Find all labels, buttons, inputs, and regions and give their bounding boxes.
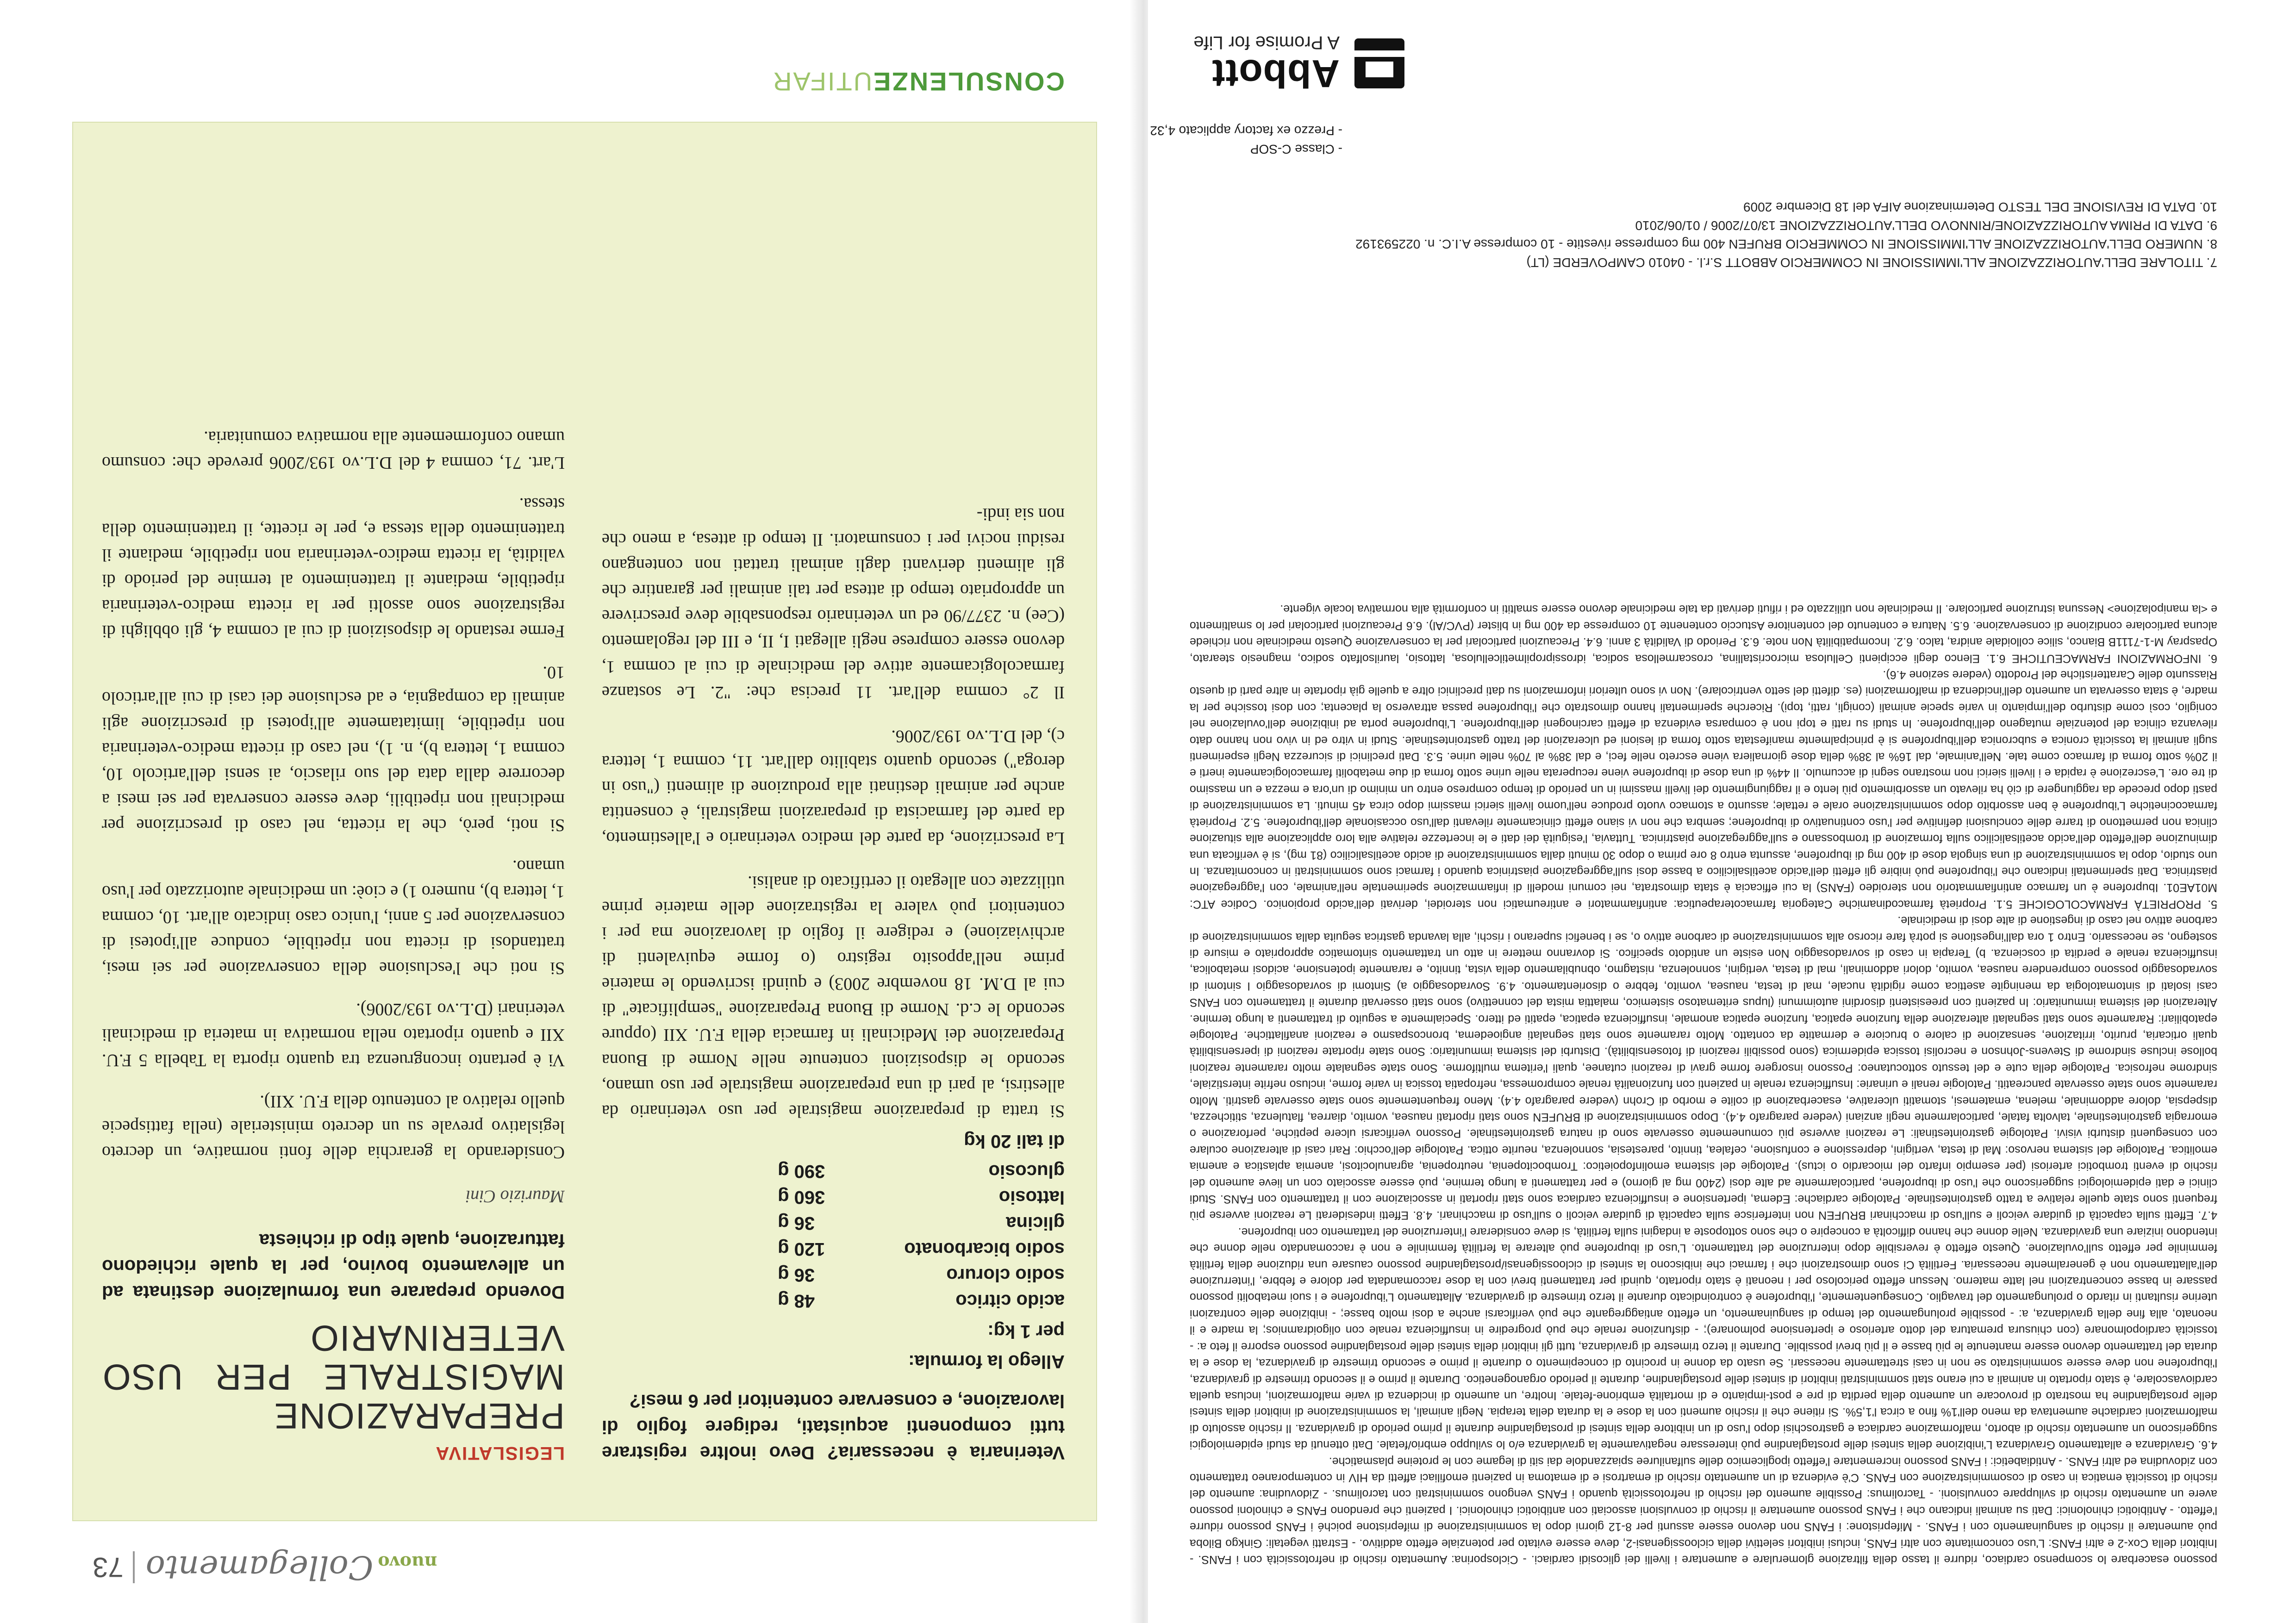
ingredient-row: sodio bicarbonato 120 g bbox=[778, 1239, 1065, 1259]
legislation-label: LEGISLATIVA bbox=[435, 1443, 565, 1463]
legislation-paragraph: Si noti, però, che la ricetta, nel caso di prescrizione per medicinali non ripetibili, deve essere conservata per sei mesi a decorrere dalla data del suo rilascio, ai sensi dell'articolo 10, comma 1, lettera b), n. 1), nel caso di ricetta medico-veterinaria non ripetibile, limitatamente all'ipotesi di prescrizione agli animali da compagnia, e ad esclusione dei casi di cui all'articolo 10. bbox=[102, 663, 565, 835]
legislation-paragraph: Si noti che l'esclusione della conservazione per sei mesi, trattandosi di ricetta non ripetibile, conduce all'ipotesi di conservazione per 5 anni, l'unico caso indicato all'art. 10, comma 1, lettera b), numero 1) e cioè: un medicinale autorizzato per l'uso umano. bbox=[102, 857, 565, 978]
authorization-line: 7. TITOLARE DELL'AUTORIZZAZIONE ALL'IMMISSIONE IN COMMERCIO ABBOTT S.r.l. - 04010 CAMPOVERDE (LT) bbox=[1526, 255, 2217, 270]
product-info-paragraph: 6. INFORMAZIONI FARMACEUTICHE 6.1. Elenco degli eccipienti Cellulosa microcristallina, croscarmellosa sodica, idrossipropilmetilcellulosa, lattosio, laurilsolfato sodico, magnesio stearato, Opaspray M-1-7111B Bianco, silice colloidale anidra, talco. 6.2. Incompatibilità Non note. 6.3. Periodo di Validità 3 anni. 6.4. Precauzioni particolari per la conservazione Questo medicinale non richiede alcuna particolare condizione di conservazione. 6.5. Natura e contenuto del contenitore Astuccio contenente 10 compresse da 400 mg in blister (PVC/Al). 6.6 Precauzioni particolari per lo smaltimento e <la manipolazione> Nessuna istruzione particolare. Il medicinale non utilizzato ed i rifiuti derivati da tale medicinale devono essere smaltiti in conformità alla normativa locale vigente. bbox=[1190, 603, 2217, 665]
recipe-intro: per 1 kg: bbox=[987, 1321, 1065, 1342]
abbott-name: Abbott bbox=[1211, 52, 1340, 96]
section-title-accent: UTIFAR bbox=[772, 67, 873, 97]
price-class-info bbox=[1148, 121, 1342, 158]
ingredient-list bbox=[602, 1158, 1065, 1314]
qa-question: Veterinaria è necessaria? Devo inoltre registrare tutti componenti acquistati, redigere foglio di lavorazione, e conservare contenitori per 6 mesi? bbox=[602, 1391, 1065, 1463]
ingredient-row: acido citrico 48 g bbox=[778, 1291, 1065, 1311]
magazine-page-left bbox=[14, 0, 1134, 1623]
magazine-footer bbox=[93, 1540, 1065, 1595]
ingredient-row: lattosio 360 g bbox=[778, 1187, 1065, 1207]
product-info-paragraph: 4.6. Gravidanza e allattamento Gravidanza L'inibizione della sintesi delle prostaglandine può interessare negativamente la gravidanza e/o lo sviluppo embrio/fetale. Dati ottenuti da studi epidemiologici suggeriscono un aumentato rischio di aborto, malformazione cardiaca e gastroschisi dopo l'uso di un inibitore della sintesi di prostaglandine durante il primo periodo di gravidanza. Il rischio assoluto di malformazioni cardiache aumentava da meno dell'1% fino a circa l'1,5%. Si ritiene che il rischio aumenti con la dose e la durata della terapia. Negli animali, la somministrazione di inibitori della sintesi delle prostaglandine ha mostrato di provocare un aumento della perdita di pre e post-impianto e di mortalità embrione-fetale. Inoltre, un aumento di incidenza di varie malformazioni, inclusa quella cardiovascolare, è stato riportato in animali a cui erano stati somministrati inibitori di sintesi delle prostaglandine, durante il periodo organogenetico. Durante il primo e il secondo trimestre di gravidanza, l'ibuprofene non deve essere somministrato se non in casi strettamente necessari. Se usato da donne in procinto di concepimento o durante il primo e secondo trimestre di gravidanza, la dose e la durata del trattamento devono essere mantenute le più basse e il più brevi possibile. Durante il terzo trimestre di gravidanza, tutti gli inibitori della sintesi delle prostaglandine possono esporre il feto a: - tossicità cardiopolmonare (con chiusura prematura del dotto arterioso e ipertensione polmonare); - disfunzione renale che può progredire in insufficienza renale con oligoidramnios; la madre e il neonato, alla fine della gravidanza, a: - possibile prolungamento del tempo di sanguinamento, un effetto antiaggregante che può verificarsi anche a dosi molto basse; - inibizione delle contrazioni uterine risultanti in ritardo o prolungamento del travaglio. Conseguentemente, l'ibuprofene è controindicato durante il terzo trimestre di gravidanza. Allattamento L'ibuprofene e i suoi metaboliti possono passare in basse concentrazioni nel latte materno. Nessun effetto pericoloso per i neonati è stato riportato, quindi per trattamenti brevi con la dose raccomandata per dolore e febbre, l'interruzione dell'allattamento non è generalmente necessaria. Fertilità Ci sono dimostrazioni che i farmaci che inibiscono la sintesi di cicloossigenasi/prostaglandine possono causare una riduzione della fertilità femminile per effetto sull'ovulazione. Questo effetto è reversibile dopo interruzione del trattamento. L'uso di ibuprofene può alterare la fertilità femminile e non è raccomandato nelle donne che intendono iniziare una gravidanza. Nelle donne che hanno difficoltà a concepire o che sono sottoposte a indagini sulla fertilità, si deve considerare l'interruzione del trattamento con ibuprofene. bbox=[1190, 1225, 2217, 1452]
drug-class: - Classe C-SOP bbox=[1250, 142, 1342, 156]
ingredient-row: glicina 36 g bbox=[778, 1213, 1065, 1233]
ingredient-row: sodio cloruro 36 g bbox=[778, 1265, 1065, 1285]
legislation-deck: Dovendo preparare una formulazione destinata ad un allevamento bovino, per la quale richiedono fatturazione, quale tipo di richiesta bbox=[102, 1230, 565, 1302]
article-column-qa bbox=[602, 161, 1065, 1466]
section-header bbox=[93, 63, 1065, 100]
page-number: 73 bbox=[93, 1552, 135, 1584]
magazine-page-right bbox=[1148, 0, 2277, 1623]
legislation-paragraph: Vi è pertanto incongruenza tra quanto riporta la Tabella 5 F.U. XII e quanto riportato nella normativa in materia di medicinali veterinari (D.L.vo 193/2006). bbox=[102, 1000, 565, 1070]
section-title-main: CONSULENZE bbox=[872, 67, 1065, 97]
authorization-line: 10. DATA DI REVISIONE DEL TESTO Determinazione AIFA del 18 Dicembre 2009 bbox=[1743, 200, 2217, 214]
legislation-paragraph: L'art. 71, comma 4 del D.L.vo 193/2006 prevede che: consumo umano conformemente alla normativa comunitaria. bbox=[102, 428, 565, 473]
legislation-paragraph: Considerando la gerarchia delle fonti normative, un decreto legislativo prevale su un decreto ministeriale (nella fattispecie quello relativo al contenuto della F.U. XII). bbox=[102, 1092, 565, 1162]
recipe-footer: di tali 20 kg bbox=[964, 1131, 1065, 1151]
product-info-paragraph: possono esacerbare lo scompenso cardiaco, ridurre il tasso della filtrazione glomerulare e aumentare i livelli dei glicosidi cardiaci. - Ciclosporina: Aumentato rischio di nefrotossicità con i FANS. - Inibitori della Cox-2 e altri FANS: L'uso concomitante con altri FANS, inclusi inibitori selettivi della cicloossigenasi-2, deve essere evitato per potenziale effetto additivo. - Estratti vegetali: Ginkgo Biloba può aumentare il rischio di sanguinamento con i FANS. - Mifepristone: i FANS non devono essere assunti per 8-12 giorni dopo la somministrazione di mifepristone poiché i FANS possono ridurre l'effetto. - Antibiotici chinolonici: Dati su animali indicano che i FANS possono aumentare il rischio di convulsioni associati con antibiotici chinolonici. I pazienti che prendono FANS e chinoloni possono avere un aumentato rischio di sviluppare convulsioni. - Tacrolimus: Possibile aumento del rischio di nefrotossicità quando i FANS vengono somministrati con tacrolimus. - Zidovudina: aumento del rischio di tossicità ematica in caso di cosomministrazione con FANS. C'è evidenza di un aumentato rischio di emartrosi e di ematoma in pazienti emofiliaci affetti da HIV in contemporaneo trattamento con zidovudina ed altri FANS. - Antidiabetici: i FANS possono incrementare l'effetto ipoglicemico delle sulfaniluree spiazzandole dai siti di legame con le proteine plasmatiche. bbox=[1190, 1455, 2217, 1566]
qa-answer-paragraph: La prescrizione, da parte del medico veterinario e l'allestimento, da parte del farmacista di preparazioni magistrali, è consentita anche per animali destinati alla produzione di alimenti ("uso in deroga") secondo quanto stabilito dall'art. 11, comma 1, lettera c), del D.L.vo 193/2006. bbox=[602, 727, 1065, 848]
factory-price: - Prezzo ex factory applicato 4,32 bbox=[1150, 124, 1342, 138]
legislation-title: PREPARAZIONE MAGISTRALE PER USO VETERINARIO bbox=[102, 1318, 565, 1436]
ingredient-row: glucosio 390 g bbox=[778, 1161, 1065, 1181]
abbott-brand-block bbox=[1167, 26, 1407, 100]
magazine-title: Collegamento bbox=[145, 1548, 374, 1586]
article-column-legislation bbox=[102, 161, 565, 1466]
product-info-paragraph: 5. PROPRIETÀ FARMACOLOGICHE 5.1. Proprietà farmacodinamiche Categoria farmacoterapeutica: antinfiammatori e antireumatici non steroidei, derivati dell'acido propionico. Codice ATC: M01AE01. Ibuprofene è un farmaco antinfiammatorio non steroideo (FANS) la cui efficacia è stata dimostrata, nei comuni modelli di infiammazione sperimentale nell'animale, con l'aggregazione piastrinica. Dati sperimentali indicano che l'ibuprofene può inibire gli effetti dell'acido acetilsalicilico a basse dosi sull'aggregazione piastrinica quando i farmaci sono somministrati in concomitanza. In uno studio, dopo la somministrazione di una singola dose di 400 mg di ibuprofene, assunta entro 8 ore prima o dopo 30 minuti dalla somministrazione di acido acetilsalicilico (81 mg), si è verificata una diminuzione dell'effetto dell'acido acetilsalicilico sulla formazione di trombossano e sull'aggregazione piastrinica. Tuttavia, l'esiguità dei dati e le incertezze relative alla loro applicazione alla situazione clinica non permettono di trarre delle conclusioni definitive per l'uso continuativo di ibuprofene; sembra che non vi siano effetti clinicamente rilevanti dall'uso occasionale dell'ibuprofene. 5.2. Proprietà farmacocinetiche L'ibuprofene è ben assorbito dopo somministrazione orale e rettale; assunto a stomaco vuoto produce nell'uomo livelli sierici massimi dopo circa 45 minuti. La somministrazione di pasti dopo precede da raggiungere di ciò ha rilevato un assorbimento più lento e il raggiungimento dei livelli massimi in un periodo di tempo compreso entro un minimo di un'ora e mezza e un massimo di tre ore. L'escrezione è rapida e i livelli sierici non mostrano segni di accumulo. Il 44% di una dose di ibuprofene viene recuperata nelle urine sotto forma di due metaboliti farmacologicamente inerti e il 20% sotto forma di farmaco come tale. Nell'animale, dal 16% al 38% della dose giornaliera viene escreto nelle feci, e dal 38% al 70% nelle urine. 5.3. Dati preclinici di sicurezza Negli esperimenti sugli animali la tossicità cronica e subcronica dell'ibuprofene si è principalmente manifestata sotto forma di lesioni ed ulcerazioni del tratto gastrointestinale. Studi in vitro ed in vivo non hanno dato rilevanza clinica del potenziale mutageno dell'ibuprofene. In studi su ratti e topi non è comparsa evidenza di effetti carcinogeni dell'ibuprofene. L'ibuprofene porta ad inibizione dell'ovulazione nel coniglio, così come disturbo dell'impianto in varie specie animali (conigli, ratti, topi). Ricerche sperimentali hanno dimostrato che l'ibuprofene passa attraverso la placenta; con dosi tossiche per la madre, è stata osservata un aumento dell'incidenza di malformazioni (es. difetti del setto ventricolare). Non vi sono ulteriori informazioni su dati preclinici oltre a quelle già riportate in altre parti di questo Riassunto delle Caratteristiche del Prodotto (vedere sezione 4.6). bbox=[1190, 668, 2217, 911]
recipe-title: Allego la formula: bbox=[908, 1351, 1065, 1372]
magazine-name bbox=[146, 1548, 437, 1586]
magazine-prefix: nuovo bbox=[378, 1552, 437, 1573]
abbott-brand-text bbox=[1193, 32, 1340, 95]
legislation-paragraph: Ferme restando le disposizioni di cui al comma 4, gli obblighi di registrazione sono assolti per la ricetta medico-veterinaria ripetibile, mediante il trattenimento al termine del periodo di validità, la ricetta medico-veterinaria non ripetibile, mediante il trattenimento della stessa e, per le ricette, il trattenimento della stessa. bbox=[102, 494, 565, 641]
authorization-sections bbox=[1190, 198, 2217, 272]
article-author: Maurizio Cini bbox=[465, 1187, 565, 1206]
abbott-logo-icon bbox=[1352, 36, 1407, 91]
section-title bbox=[772, 67, 1065, 97]
qa-answer-paragraph: Si tratta di preparazione magistrale per uso veterinario da allestirsi, al pari di una preparazione magistrale per uso umano, secondo le disposizioni contenute nelle Norme di Buona Preparazione dei Medicinali in farmacia della F.U. XII (oppure secondo le c.d. Norme di Buona Preparazione "semplificate" di cui al D.M. 18 novembre 2003) e quindi iscrivendo le materie prime nell'apposito registro (o forme equivalenti di archiviazione) e redigere il foglio di lavorazione ma per i contenitori può valere la registrazione delle materie prime utilizzate con allegato il certificato di analisi. bbox=[602, 872, 1065, 1121]
product-information-text bbox=[1190, 290, 2217, 1567]
product-info-paragraph: 4.7. Effetti sulla capacità di guidare veicoli e sull'uso di macchinari BRUFEN non interferisce sulla capacità di guidare veicoli o sull'uso di macchinari. 4.8. Effetti indesiderati Le reazioni avverse più frequenti sono state quelle relative a tratto gastrointestinale. Patologie cardiache: Edema, ipertensione e insufficienza cardiaca sono stati riportati in associazione con il trattamento con FANS. Studi clinici e dati epidemiologici suggeriscono che l'uso di ibuprofene, particolarmente ad alte dosi (2400 mg al giorno) e per trattamenti a lungo termine, può essere associato con un lieve aumento del rischio di eventi trombotici arteriosi (per esempio infarto del miocardio o ictus). Patologie del sistema emolinfopoietico: Trombocitopenia, neutropenia, agranulocitosi, anemia aplastica e anemia emolitica. Patologie del sistema nervoso: Mal di testa, vertigini, depressione e confusione, cefalea, tinnito, parestesia, sonnolenza, neurite ottica. Patologie dell'occhio: Rari casi di alterazione oculare con conseguenti disturbi visivi. Patologie gastrointestinali: Le reazioni avverse più comunemente osservate sono di natura gastrointestinale. Possono verificarsi ulcere peptiche, perforazione o emorragia gastrointestinale, talvolta fatale, particolarmente negli anziani (vedere paragrafo 4.4). Dopo somministrazione di BRUFEN sono stati riportati nausea, vomito, diarrea, flatulenza, stitichezza, dispepsia, dolore addominale, melena, ematemesi, stomatiti ulcerative, esacerbazione di colite e morbo di Crohn (vedere paragrafo 4.4). Meno frequentemente sono state osservate gastriti. Molto raramente sono state osservate pancreatiti. Patologie renali e urinarie: Insufficienza renale in pazienti con funzionalità renale compromessa, nefropatia tossica in varie forme, incluso nefrite interstiziale, sindrome nefrosica. Patologie della cute e del tessuto sottocutaneo: Possono insorgere forme gravi di reazioni cutanee, quali l'eritema multiforme. Sono state segnalate molto raramente reazioni bollose incluse sindrome di Stevens-Johnson e necrolisi tossica epidermica (sono possibili reazioni di fotosensibilità). Disturbi del sistema immunitario: Sono state riportate reazioni di ipersensibilità quali orticaria, prurito, irritazione, sensazione di calore o bruciore e dermatite da contatto. Molto raramente sono stati segnalati angioedema, broncospasmo e reazioni anafilattiche. Patologie epatobiliari: Raramente sono stati segnalati alterazione della funzione epatica, funzione epatica anomale, insufficienza epatica, epatiti ed ittero. Specialmente a seguito di trattamenti a lungo termine. Alterazioni del sistema immunitario: In pazienti con preesistenti disordini autoimmuni (lupus eritematoso sistemico, malattia mista del connettivo) sono stati osservati durante il trattamento con FANS casi isolati di sintomatologia da meningite asettica come rigidità nucale, mal di testa, nausea, vomito, febbre o disorientamento. 4.9. Sovradosaggio a) Sintomi di sovradosaggio I sintomi di sovradosaggio possono comprendere nausea, vomito, dolori addominali, mal di testa, vertigini, sonnolenza, nistagmo, obnubilamento della vista, tinnito, e raramente ipotensione, acidosi metabolica, insufficienza renale e perdita di coscienza. b) Terapia in caso di sovradosaggio Non esiste un antidoto specifico. Si dovranno mettere in atto un trattamento sintomatico appropriato e misure di sostegno, se necessario. Entro 1 ora dall'ingestione si potrà fare ricorso alla somministrazione di carbone attivo o, se i benefici superano i rischi, alla lavanda gastrica seguita dalla somministrazione di carbone attivo nel caso di ingestione di alte dosi di medicinale. bbox=[1190, 914, 2217, 1222]
authorization-line: 8. NUMERO DELL'AUTORIZZAZIONE ALL'IMMISSIONE IN COMMERCIO BRUFEN 400 mg compresse rivestite - 10 compresse A.I.C. n. 022593192 bbox=[1355, 237, 2217, 251]
authorization-line: 9. DATA DI PRIMA AUTORIZZAZIONE/RINNOVO DELL'AUTORIZZAZIONE 13/07/2006 / 01/06/2010 bbox=[1635, 218, 2217, 233]
abbott-tagline: A Promise for Life bbox=[1193, 32, 1340, 53]
qa-answer-paragraph: Il 2° comma dell'art. 11 precisa che: "2. Le sostanze farmacologicamente attive del medicinale di cui al comma 1, devono essere comprese negli allegati I, II, e III del regolamento (Cee) n. 2377/90 ed un veterinario responsabile deve prescrivere un appropriato tempo di attesa per tali animali per garantire che gli alimenti derivanti dagli animali trattati non contengano residui nocivi per i consumatori. Il tempo di attesa, a meno che non sia indi- bbox=[602, 504, 1065, 702]
